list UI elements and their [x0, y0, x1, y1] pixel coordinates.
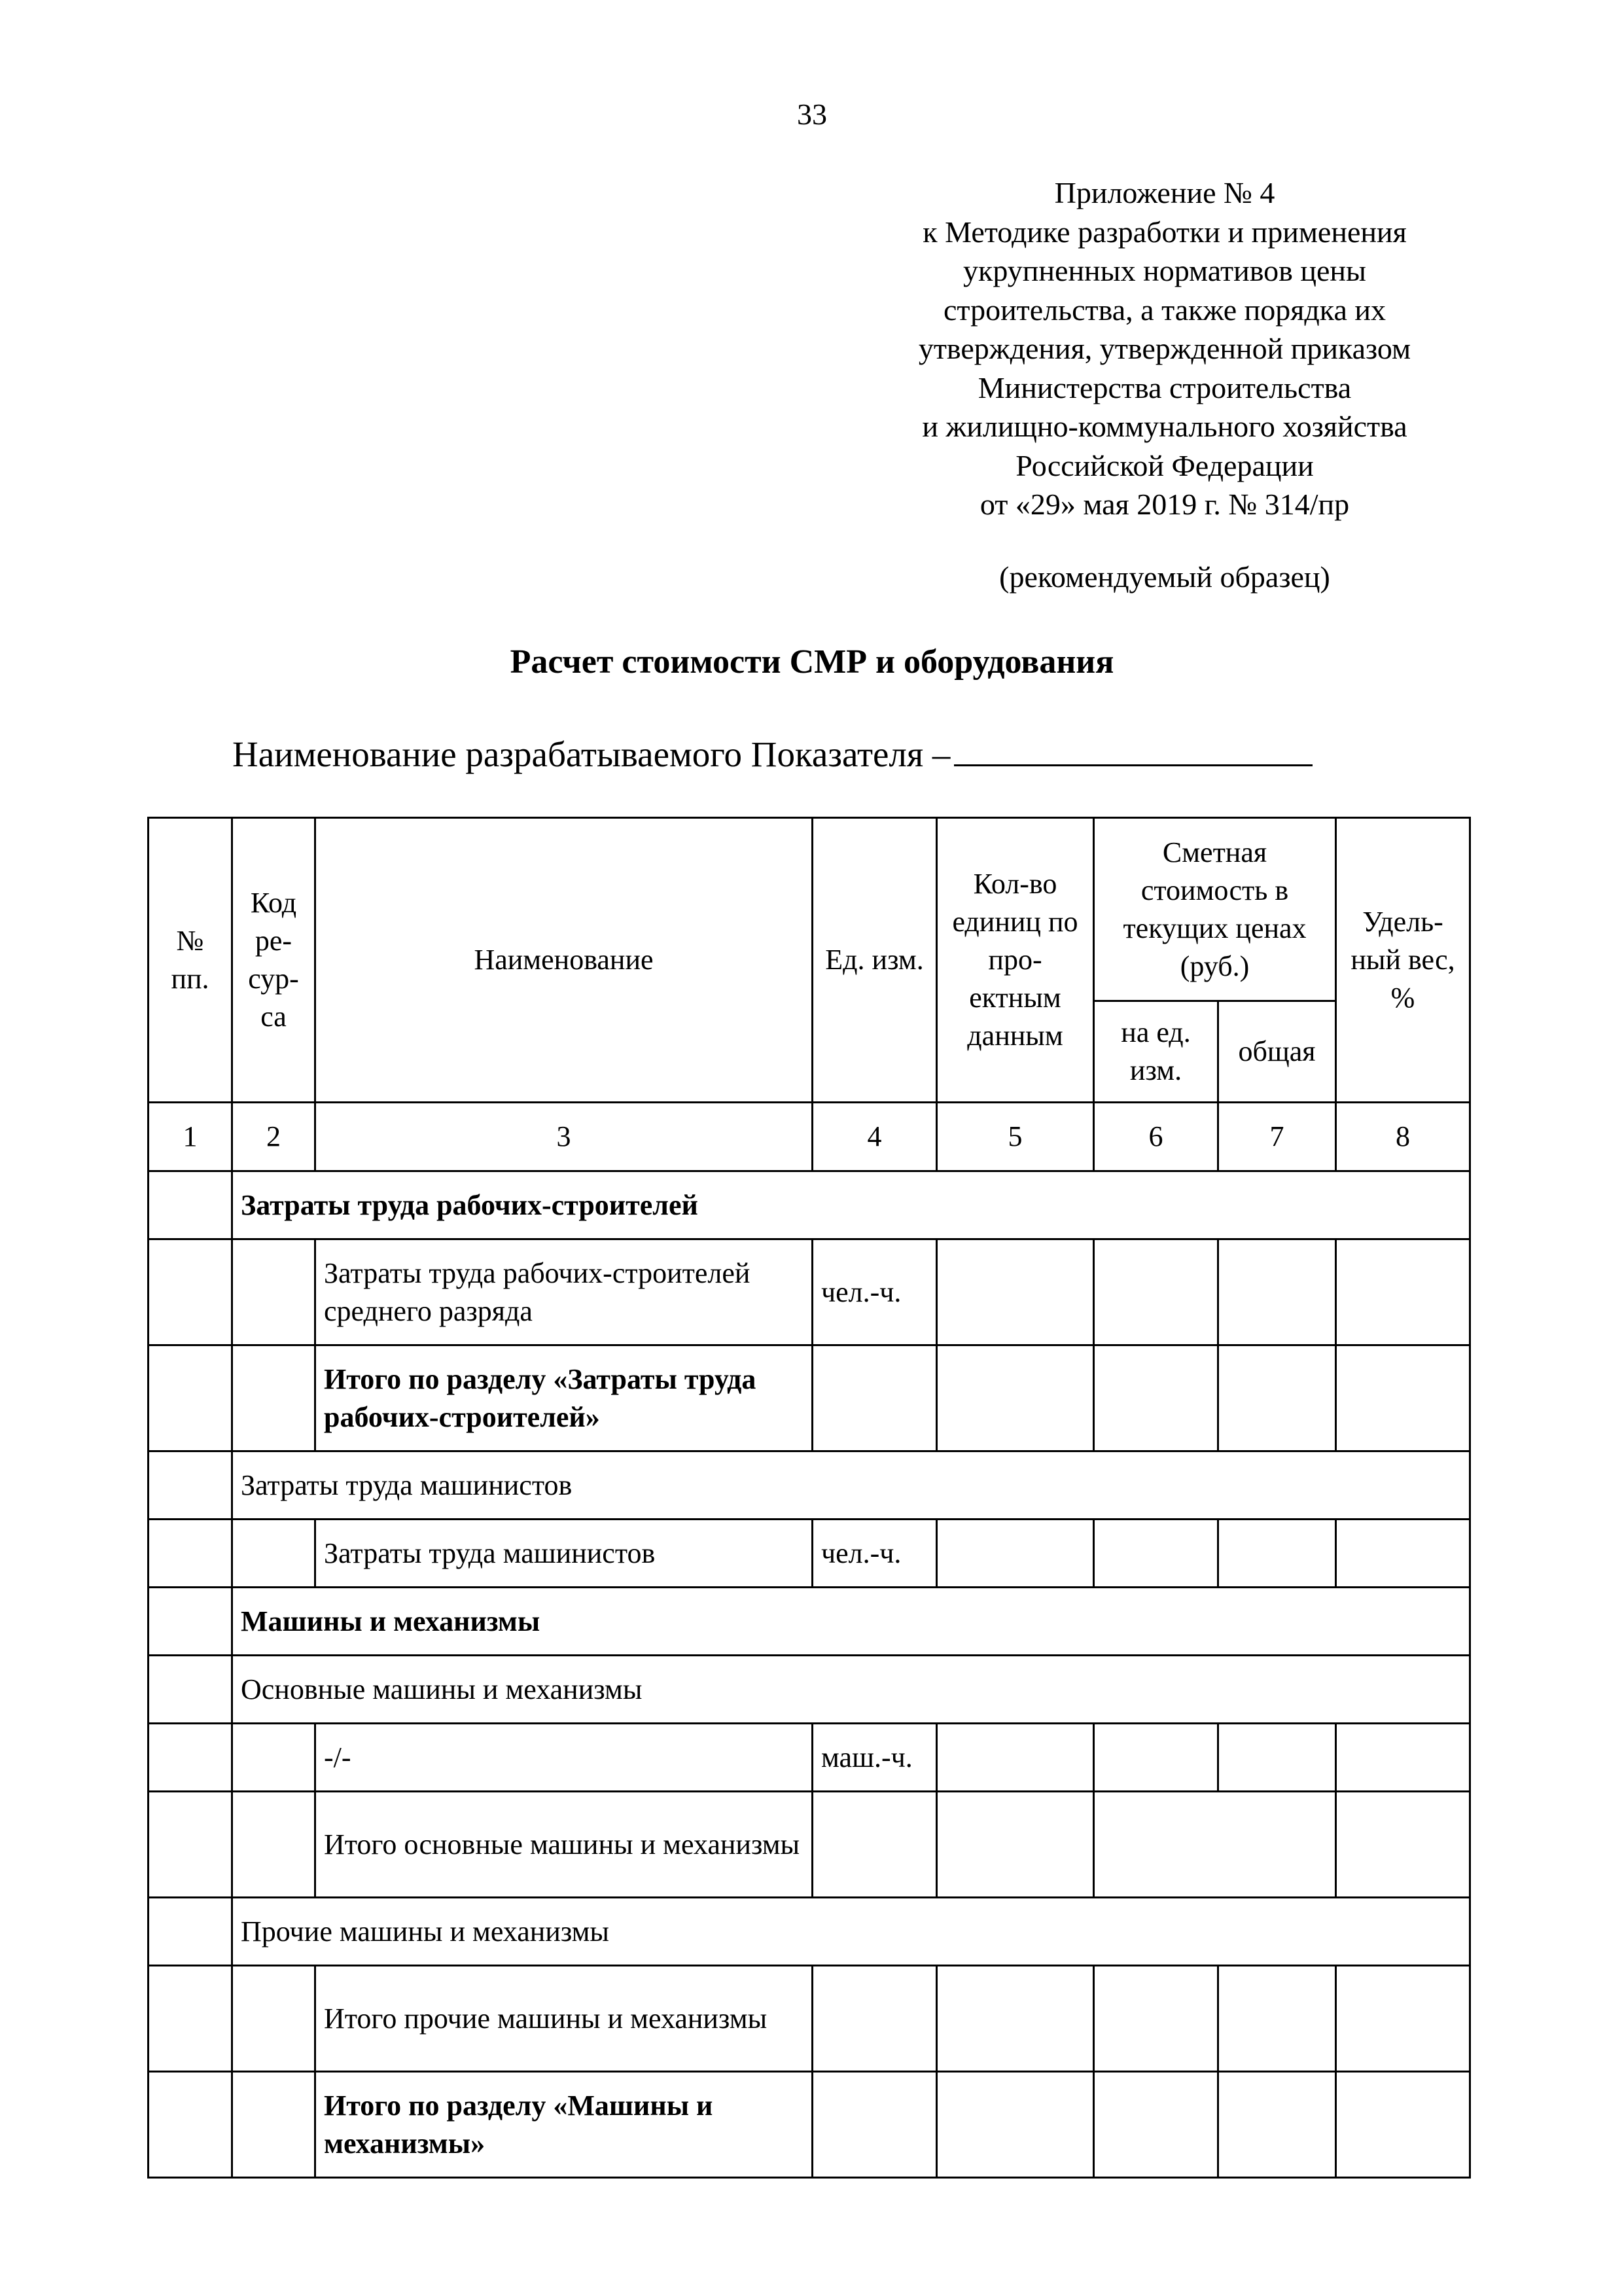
empty-cell: [149, 1171, 232, 1239]
header-number: № пп.: [149, 818, 232, 1103]
empty-cell: [1218, 1724, 1336, 1792]
empty-cell: [813, 1966, 937, 2072]
indicator-name-line: [232, 732, 1313, 775]
empty-cell: [1336, 1792, 1470, 1898]
subtotal-name: Итого по разделу «Машины и механизмы»: [315, 2072, 813, 2178]
appendix-line: укрупненных нормативов цены: [963, 254, 1366, 287]
empty-cell: [937, 1239, 1094, 1345]
table-row: [149, 1345, 1470, 1451]
subtotal-name: Итого по разделу «Затраты труда рабочих-строителей»: [315, 1345, 813, 1451]
empty-cell: [232, 1520, 315, 1588]
section-row: [149, 1588, 1470, 1656]
empty-cell: [937, 1724, 1094, 1792]
column-number: 2: [232, 1103, 315, 1171]
empty-cell: [232, 1345, 315, 1451]
section-row: [149, 1898, 1470, 1966]
item-name: Затраты труда машинистов: [315, 1520, 813, 1588]
empty-cell: [813, 2072, 937, 2178]
header-resource-code: Код ре-сур-са: [232, 818, 315, 1103]
section-title: Машины и механизмы: [232, 1588, 1470, 1656]
empty-cell: [1218, 1239, 1336, 1345]
empty-cell: [1094, 1966, 1218, 2072]
empty-cell: [1094, 1724, 1218, 1792]
header-name: Наименование: [315, 818, 813, 1103]
empty-cell: [1094, 2072, 1218, 2178]
empty-cell: [1336, 1345, 1470, 1451]
subsection-title: Основные машины и механизмы: [232, 1656, 1470, 1724]
column-number-row: [149, 1103, 1470, 1171]
appendix-line: утверждения, утвержденной приказом: [918, 332, 1411, 365]
appendix-line: от «29» мая 2019 г. № 314/пр: [980, 488, 1350, 521]
header-cost-total: общая: [1218, 1001, 1336, 1103]
empty-cell: [232, 1966, 315, 2072]
page-number: 33: [797, 98, 827, 131]
empty-cell: [937, 1345, 1094, 1451]
column-number: 1: [149, 1103, 232, 1171]
section-title: Затраты труда машинистов: [232, 1451, 1470, 1520]
table-row: [149, 1792, 1470, 1898]
empty-cell: [937, 1520, 1094, 1588]
empty-cell: [1218, 1345, 1336, 1451]
empty-cell: [1218, 2072, 1336, 2178]
empty-cell: [149, 1656, 232, 1724]
table-row: [149, 2072, 1470, 2178]
appendix-line: строительства, а также порядка их: [943, 293, 1386, 327]
column-number: 4: [813, 1103, 937, 1171]
empty-cell: [813, 1792, 937, 1898]
empty-cell: [149, 1898, 232, 1966]
header-estimated-cost: Сметная стоимость в текущих ценах (руб.): [1094, 818, 1336, 1001]
empty-cell: [1094, 1239, 1218, 1345]
empty-cell: [937, 2072, 1094, 2178]
table-row: [149, 1239, 1470, 1345]
appendix-reference: [870, 173, 1459, 524]
empty-cell: [1218, 1966, 1336, 2072]
subtotal-name: Итого основные машины и механизмы: [315, 1792, 813, 1898]
header-cost-per-unit: на ед. изм.: [1094, 1001, 1218, 1103]
header-unit: Ед. изм.: [813, 818, 937, 1103]
indicator-label: Наименование разрабатываемого Показателя –: [232, 734, 951, 774]
appendix-line: и жилищно-коммунального хозяйства: [922, 410, 1407, 443]
item-unit: маш.-ч.: [813, 1724, 937, 1792]
empty-cell: [1336, 1239, 1470, 1345]
empty-cell: [813, 1345, 937, 1451]
appendix-line: Министерства строительства: [978, 370, 1352, 404]
item-unit: чел.-ч.: [813, 1520, 937, 1588]
column-number: 5: [937, 1103, 1094, 1171]
header-share: Удель-ный вес, %: [1336, 818, 1470, 1103]
appendix-line: Российской Федерации: [1015, 448, 1314, 482]
empty-cell: [1336, 1520, 1470, 1588]
empty-cell: [1094, 1520, 1218, 1588]
empty-cell: [232, 1239, 315, 1345]
empty-cell: [149, 2072, 232, 2178]
table-row: [149, 1724, 1470, 1792]
estimate-table: [147, 817, 1471, 2179]
appendix-line: к Методике разработки и применения: [923, 215, 1407, 249]
appendix-line: Приложение № 4: [1054, 176, 1275, 209]
subsection-title: Прочие машины и механизмы: [232, 1898, 1470, 1966]
empty-cell: [1094, 1792, 1336, 1898]
section-title: Затраты труда рабочих-строителей: [232, 1171, 1470, 1239]
column-number: 3: [315, 1103, 813, 1171]
section-row: [149, 1171, 1470, 1239]
item-name: Затраты труда рабочих-строителей среднего разряда: [315, 1239, 813, 1345]
empty-cell: [1336, 1724, 1470, 1792]
column-number: 6: [1094, 1103, 1218, 1171]
empty-cell: [1336, 1966, 1470, 2072]
empty-cell: [149, 1520, 232, 1588]
empty-cell: [149, 1451, 232, 1520]
empty-cell: [232, 1792, 315, 1898]
header-row: [149, 818, 1470, 1001]
document-title: Расчет стоимости СМР и оборудования: [510, 643, 1114, 681]
recommended-sample-note: (рекомендуемый образец): [999, 560, 1330, 594]
empty-cell: [1094, 1345, 1218, 1451]
header-quantity: Кол-во единиц по про-ектным данным: [937, 818, 1094, 1103]
empty-cell: [149, 1966, 232, 2072]
empty-cell: [149, 1588, 232, 1656]
empty-cell: [149, 1239, 232, 1345]
empty-cell: [937, 1966, 1094, 2072]
table-row: [149, 1966, 1470, 2072]
item-name: -/-: [315, 1724, 813, 1792]
empty-cell: [232, 2072, 315, 2178]
column-number: 8: [1336, 1103, 1470, 1171]
subtotal-name: Итого прочие машины и механизмы: [315, 1966, 813, 2072]
section-row: [149, 1451, 1470, 1520]
empty-cell: [149, 1792, 232, 1898]
indicator-name-blank: [954, 732, 1313, 766]
table-row: [149, 1520, 1470, 1588]
empty-cell: [1336, 2072, 1470, 2178]
empty-cell: [937, 1792, 1094, 1898]
empty-cell: [232, 1724, 315, 1792]
empty-cell: [149, 1345, 232, 1451]
column-number: 7: [1218, 1103, 1336, 1171]
empty-cell: [149, 1724, 232, 1792]
item-unit: чел.-ч.: [813, 1239, 937, 1345]
section-row: [149, 1656, 1470, 1724]
empty-cell: [1218, 1520, 1336, 1588]
